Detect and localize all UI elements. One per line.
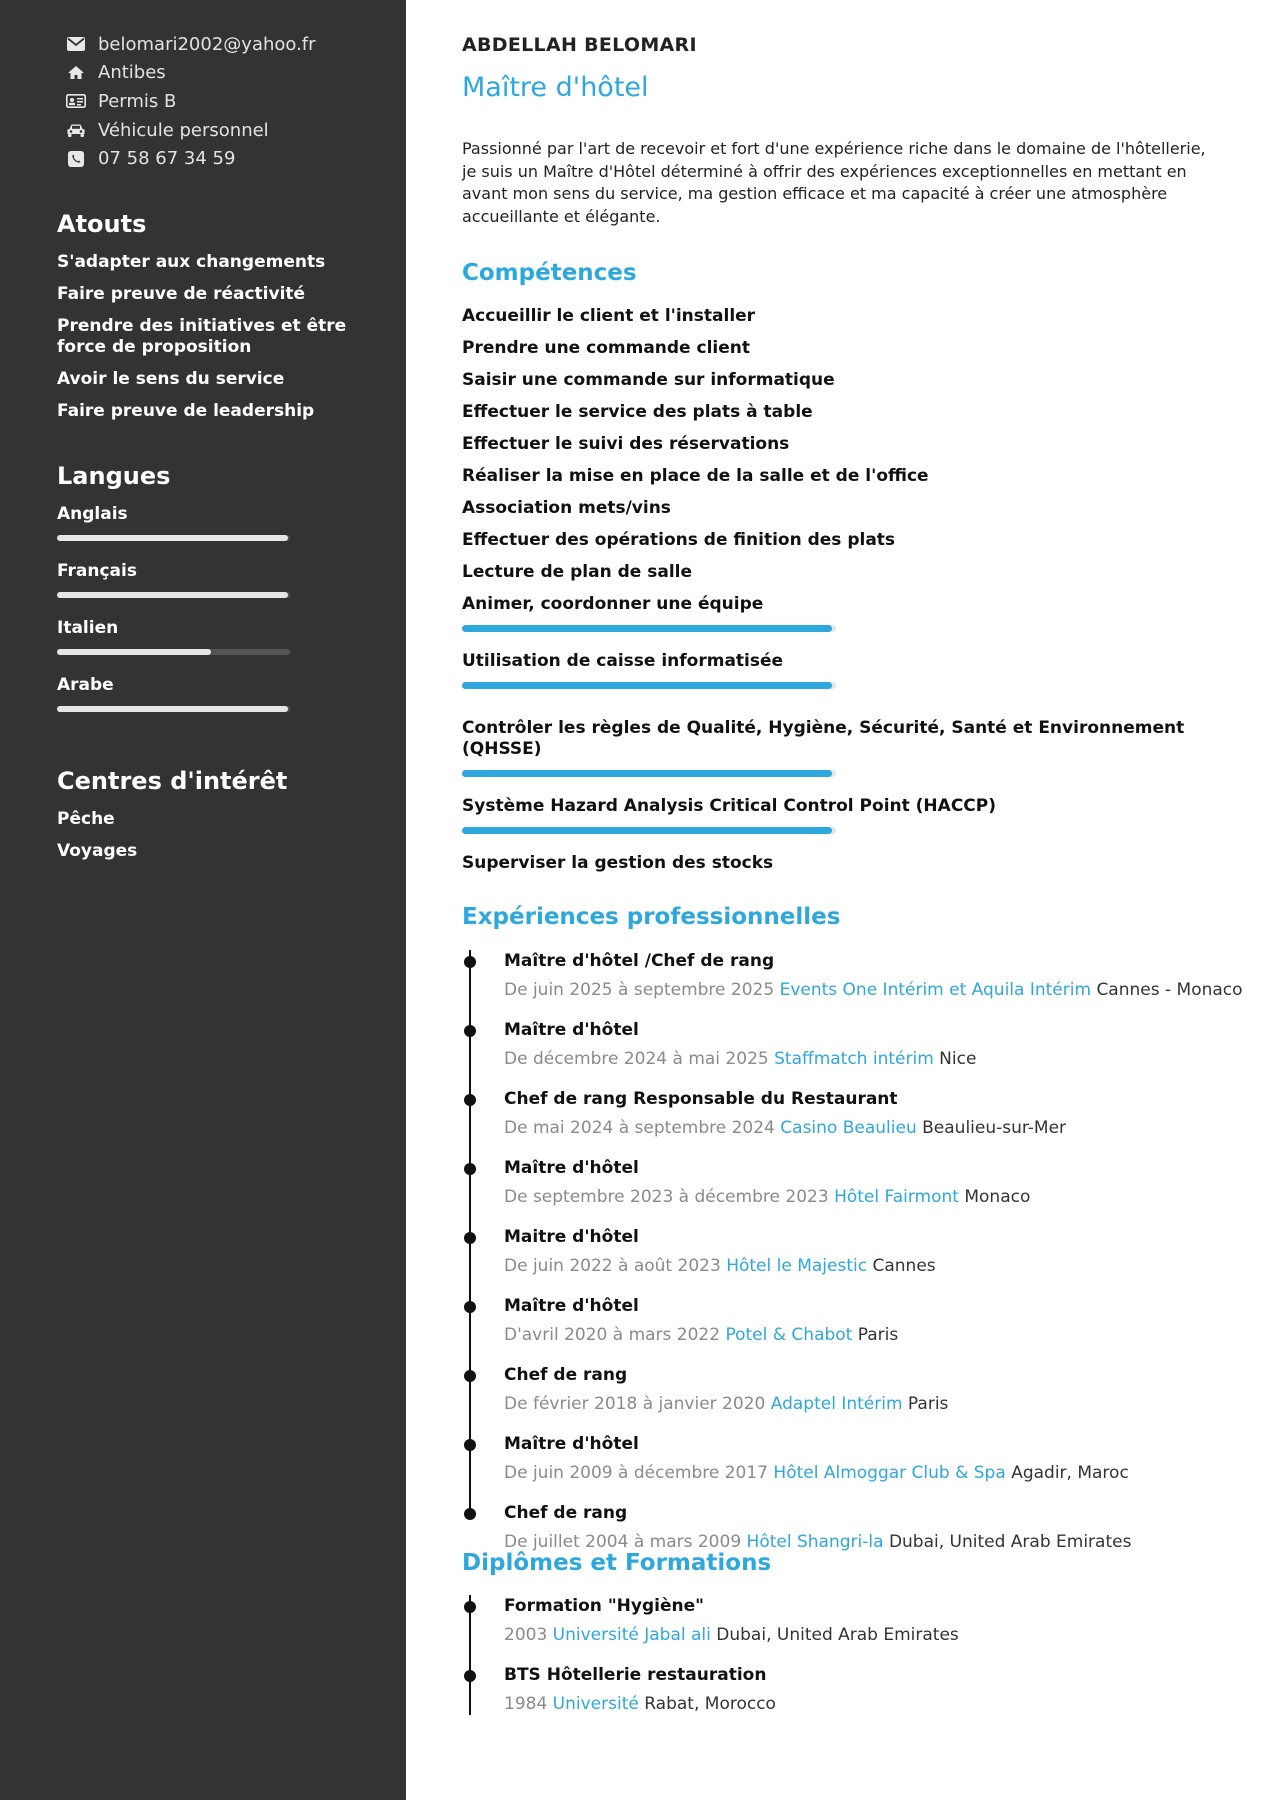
language-row: [57, 504, 377, 541]
experience-item-date: De septembre 2023 à décembre 2023: [504, 1187, 829, 1207]
language-row: [57, 675, 377, 712]
atouts-title: Atouts: [57, 210, 147, 238]
atouts-section: [57, 210, 377, 433]
formation-item-meta: [504, 1624, 1232, 1646]
experience-item-location: Nice: [939, 1049, 977, 1069]
skill-label: Utilisation de caisse informatisée: [462, 651, 784, 671]
skill-item: [462, 594, 1222, 632]
skill-label: Effectuer le suivi des réservations: [462, 434, 790, 454]
experience-item-date: De décembre 2024 à mai 2025: [504, 1049, 769, 1069]
language-level-fill: [57, 706, 288, 712]
atout-item: Prendre des initiatives et être force de proposition: [57, 316, 347, 357]
experience-item-organization[interactable]: Casino Beaulieu: [780, 1118, 917, 1138]
experience-item: [462, 1088, 1232, 1139]
skill-label: Prendre une commande client: [462, 338, 750, 358]
experience-item-title: Maître d'hôtel: [504, 1158, 639, 1178]
formation-item-organization[interactable]: Université Jabal ali: [552, 1625, 711, 1645]
skill-level-fill: [462, 682, 832, 689]
experience-item-title: Maître d'hôtel: [504, 1434, 639, 1454]
language-row: [57, 561, 377, 598]
experience-item-date: De juin 2025 à septembre 2025: [504, 980, 775, 1000]
skill-item: [462, 306, 1222, 327]
language-level-fill: [57, 592, 288, 598]
language-name: Français: [57, 561, 137, 581]
contact-license-text: Permis B: [98, 90, 177, 112]
skill-item: [462, 466, 1222, 487]
atouts-list: [57, 252, 377, 422]
timeline-dot-icon: [464, 1370, 476, 1382]
language-level-bar: [57, 649, 290, 655]
formations-title: Diplômes et Formations: [462, 1550, 772, 1576]
language-level-fill: [57, 649, 211, 655]
formation-item-title: Formation "Hygiène": [504, 1596, 705, 1616]
experience-item-meta: [504, 1393, 1232, 1415]
timeline-dot-icon: [464, 1301, 476, 1313]
skill-label: Réaliser la mise en place de la salle et de l'office: [462, 466, 929, 486]
timeline-dot-icon: [464, 1025, 476, 1037]
experience-item-meta: [504, 1324, 1232, 1346]
formation-item-date: 2003: [504, 1625, 548, 1645]
atout-item: Faire preuve de leadership: [57, 401, 315, 421]
experience-item-location: Cannes: [872, 1256, 936, 1276]
candidate-name: ABDELLAH BELOMARI: [462, 34, 697, 56]
formation-item-meta: [504, 1693, 1232, 1715]
contact-vehicle-text: Véhicule personnel: [98, 119, 269, 141]
skill-label: Superviser la gestion des stocks: [462, 853, 774, 873]
experience-item-location: Paris: [907, 1394, 949, 1414]
timeline-dot-icon: [464, 1670, 476, 1682]
skill-level-bar: [462, 770, 836, 777]
timeline-dot-icon: [464, 1439, 476, 1451]
langues-section: [57, 462, 377, 732]
experience-item-organization[interactable]: Hôtel Shangri-la: [746, 1532, 884, 1552]
experience-item: [462, 950, 1243, 1001]
sidebar: [0, 0, 406, 1800]
experience-item: [462, 1433, 1232, 1484]
formation-item-location: Dubai, United Arab Emirates: [716, 1625, 959, 1645]
contact-email[interactable]: [64, 30, 316, 59]
experience-item-meta: [504, 1117, 1232, 1139]
experience-item-date: D'avril 2020 à mars 2022: [504, 1325, 721, 1345]
timeline-dot-icon: [464, 956, 476, 968]
experience-item-organization[interactable]: Hôtel le Majestic: [726, 1256, 868, 1276]
experience-item-organization[interactable]: Adaptel Intérim: [770, 1394, 903, 1414]
formation-item-title: BTS Hôtellerie restauration: [504, 1665, 767, 1685]
skill-item: [462, 498, 1222, 519]
experience-item-organization[interactable]: Events One Intérim et Aquila Intérim: [779, 980, 1092, 1000]
language-row: [57, 618, 377, 655]
skill-label: Lecture de plan de salle: [462, 562, 692, 582]
skill-level-bar: [462, 625, 836, 632]
timeline-dot-icon: [464, 1508, 476, 1520]
skill-item: [462, 370, 1222, 391]
language-level-bar: [57, 706, 290, 712]
experiences-title: Expériences professionnelles: [462, 904, 841, 930]
atout-item: S'adapter aux changements: [57, 252, 326, 272]
job-title: Maître d'hôtel: [462, 72, 649, 103]
skill-label: Accueillir le client et l'installer: [462, 306, 756, 326]
formation-item: [462, 1664, 1232, 1715]
experience-item-meta: [504, 1186, 1232, 1208]
interest-item: Pêche: [57, 809, 115, 829]
langues-title: Langues: [57, 462, 171, 490]
language-name: Italien: [57, 618, 119, 638]
contact-city-text: Antibes: [98, 62, 166, 84]
experience-item: [462, 1019, 1232, 1070]
timeline-dot-icon: [464, 1094, 476, 1106]
experience-item: [462, 1364, 1232, 1415]
skill-level-bar: [462, 827, 836, 834]
contact-license: [64, 87, 316, 116]
experience-item-title: Chef de rang Responsable du Restaurant: [504, 1089, 898, 1109]
skill-label: Association mets/vins: [462, 498, 671, 518]
experience-item-title: Maître d'hôtel: [504, 1020, 639, 1040]
skill-label: Effectuer des opérations de finition des plats: [462, 530, 896, 550]
langues-list: [57, 504, 377, 712]
skill-item: [462, 853, 1222, 874]
interets-title: Centres d'intérêt: [57, 767, 288, 795]
experience-item-organization[interactable]: Potel & Chabot: [725, 1325, 853, 1345]
experience-item-location: Cannes - Monaco: [1096, 980, 1243, 1000]
skill-item: [462, 651, 1222, 689]
skill-item: [462, 718, 1222, 777]
language-level-fill: [57, 535, 288, 541]
experience-item-date: De juin 2009 à décembre 2017: [504, 1463, 768, 1483]
experience-item-title: Chef de rang: [504, 1365, 628, 1385]
interets-section: [57, 767, 377, 873]
experience-item-meta: [504, 1048, 1232, 1070]
experience-item: [462, 1226, 1232, 1277]
experience-item-meta: [504, 1255, 1232, 1277]
experience-item-date: De mai 2024 à septembre 2024: [504, 1118, 775, 1138]
contact-email-text: belomari2002@yahoo.fr: [98, 33, 316, 55]
experience-item-title: Maître d'hôtel /Chef de rang: [504, 951, 775, 971]
home-icon: [64, 65, 88, 80]
skill-item: [462, 530, 1222, 551]
formations-timeline: [462, 1595, 1232, 1733]
interets-list: [57, 809, 377, 862]
skill-level-fill: [462, 827, 832, 834]
experience-item-location: Monaco: [964, 1187, 1031, 1207]
experience-item: [462, 1502, 1232, 1553]
formation-item-organization[interactable]: Université: [552, 1694, 639, 1714]
language-level-bar: [57, 535, 290, 541]
skill-level-bar: [462, 682, 836, 689]
experience-item-organization[interactable]: Staffmatch intérim: [774, 1049, 934, 1069]
experience-item: [462, 1295, 1232, 1346]
formation-item: [462, 1595, 1232, 1646]
skill-item: [462, 796, 1222, 834]
experience-item-location: Paris: [857, 1325, 899, 1345]
skill-item: [462, 434, 1222, 455]
competences-list: [462, 306, 1222, 885]
profile-summary: Passionné par l'art de recevoir et fort d'une expérience riche dans le domaine de l'hôtellerie, je suis un Maître d'Hôtel déterminé à offrir des expériences exceptionnelles en mettant en avant mon sens du service, ma gestion efficace et ma capacité à créer une atmosphère accueillante et élégante.: [462, 139, 1206, 226]
language-level-bar: [57, 592, 290, 598]
formation-item-location: Rabat, Morocco: [644, 1694, 776, 1714]
skill-level-fill: [462, 625, 832, 632]
experience-item: [462, 1157, 1232, 1208]
phone-icon: [64, 151, 88, 167]
experience-item-title: Chef de rang: [504, 1503, 628, 1523]
competences-title: Compétences: [462, 260, 637, 286]
experience-item-title: Maitre d'hôtel: [504, 1227, 639, 1247]
experience-item-organization[interactable]: Hôtel Almoggar Club & Spa: [773, 1463, 1006, 1483]
timeline-dot-icon: [464, 1232, 476, 1244]
atout-item: Avoir le sens du service: [57, 369, 285, 389]
skill-item: [462, 402, 1222, 423]
contact-list: [64, 30, 316, 173]
skill-label: Effectuer le service des plats à table: [462, 402, 813, 422]
skill-item: [462, 562, 1222, 583]
skill-item: [462, 338, 1222, 359]
envelope-icon: [64, 37, 88, 51]
skill-label: Contrôler les règles de Qualité, Hygiène, Sécurité, Santé et Environnement (QHSSE): [462, 718, 1185, 759]
experience-item-meta: [504, 1462, 1232, 1484]
experience-item-organization[interactable]: Hôtel Fairmont: [834, 1187, 959, 1207]
language-name: Anglais: [57, 504, 128, 524]
experience-item-location: Dubai, United Arab Emirates: [888, 1532, 1132, 1552]
experience-item-meta: [504, 979, 1243, 1001]
contact-phone-text: 07 58 67 34 59: [98, 148, 236, 170]
experience-item-title: Maître d'hôtel: [504, 1296, 639, 1316]
skill-label: Système Hazard Analysis Critical Control Point (HACCP): [462, 796, 996, 816]
skill-label: Animer, coordonner une équipe: [462, 594, 764, 614]
timeline-dot-icon: [464, 1163, 476, 1175]
experience-item-date: De juin 2022 à août 2023: [504, 1256, 721, 1276]
atout-item: Faire preuve de réactivité: [57, 284, 306, 304]
skill-level-fill: [462, 770, 832, 777]
id-card-icon: [64, 94, 88, 108]
experience-item-location: Beaulieu-sur-Mer: [922, 1118, 1067, 1138]
experience-item-date: De février 2018 à janvier 2020: [504, 1394, 766, 1414]
contact-phone[interactable]: [64, 144, 316, 173]
contact-city: [64, 59, 316, 88]
formation-item-date: 1984: [504, 1694, 548, 1714]
car-icon: [64, 123, 88, 138]
experience-item-location: Agadir, Maroc: [1011, 1463, 1129, 1483]
language-name: Arabe: [57, 675, 114, 695]
experience-item-date: De juillet 2004 à mars 2009: [504, 1532, 742, 1552]
interest-item: Voyages: [57, 841, 138, 861]
skill-label: Saisir une commande sur informatique: [462, 370, 835, 390]
timeline-dot-icon: [464, 1601, 476, 1613]
contact-vehicle: [64, 116, 316, 145]
experiences-timeline: [462, 950, 1243, 1571]
